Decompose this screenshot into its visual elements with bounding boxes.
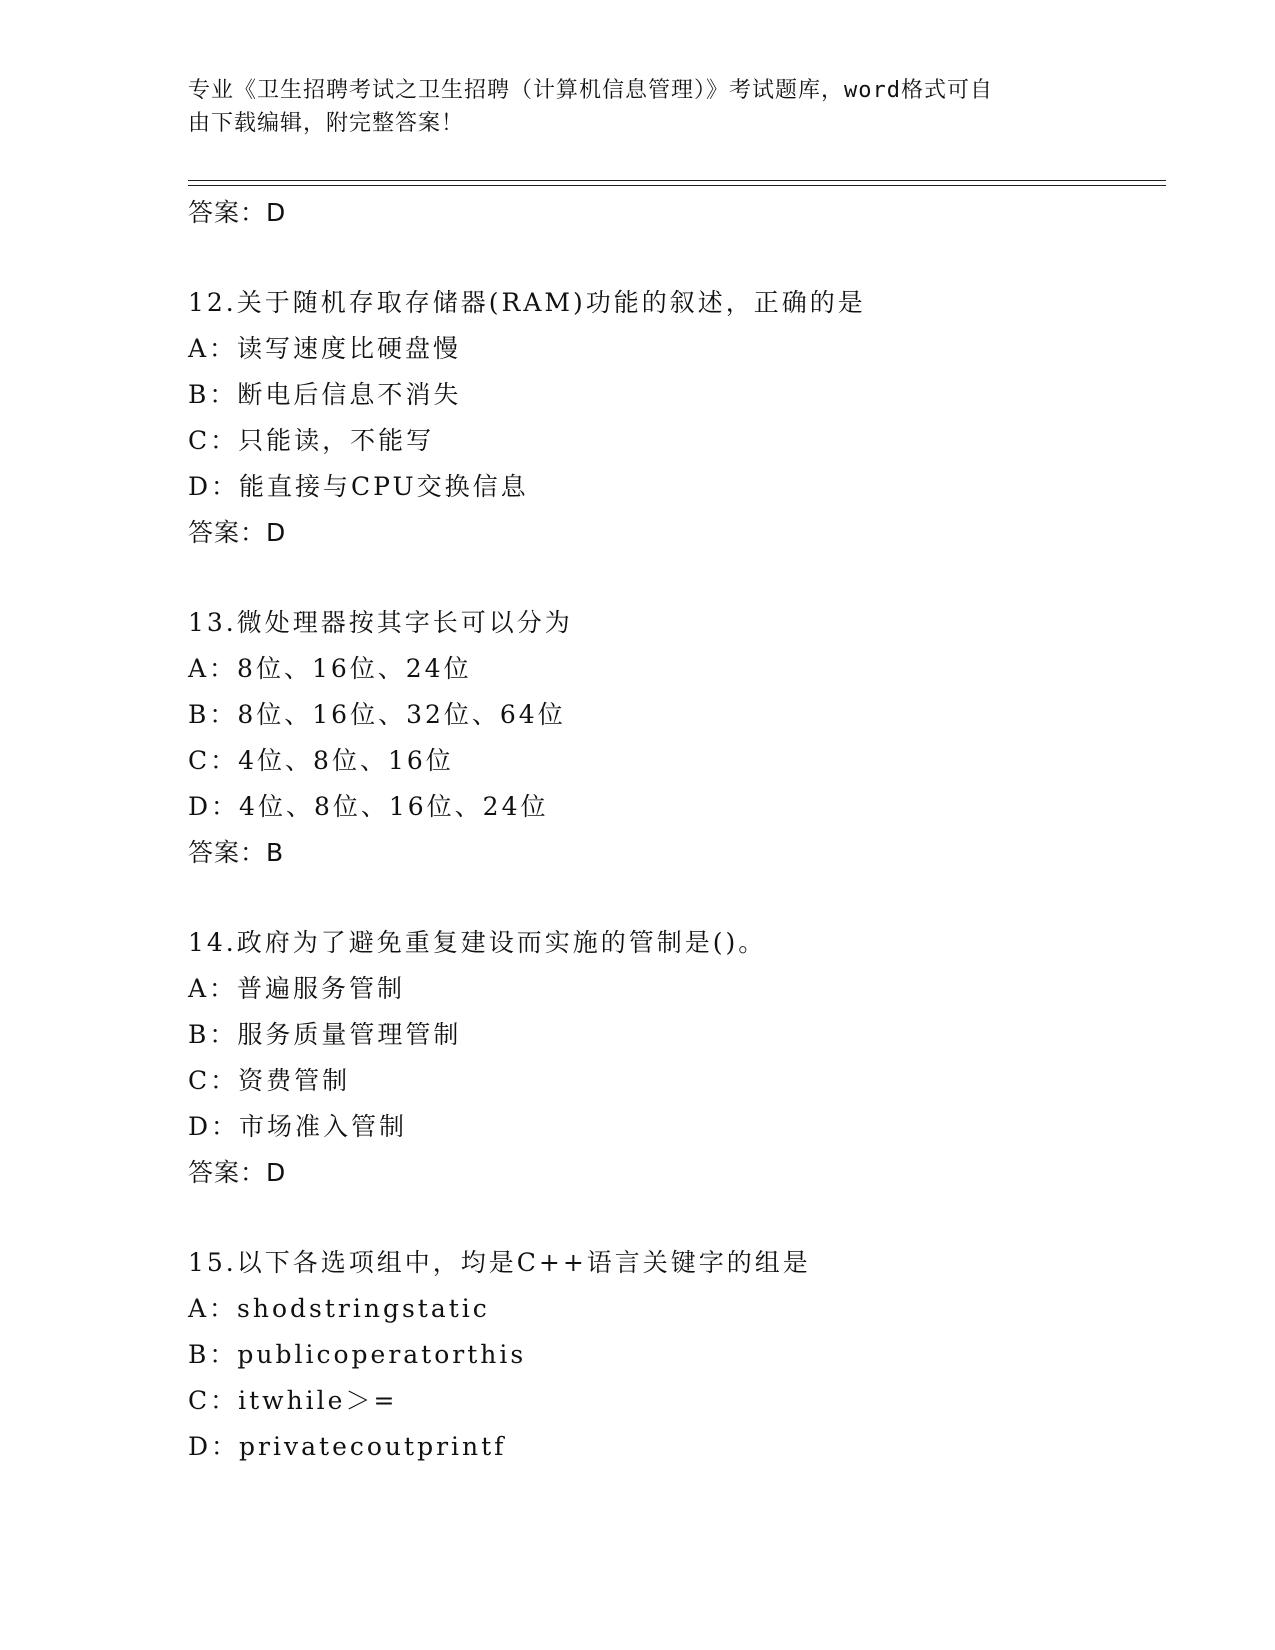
option-d: D：市场准入管制 — [188, 1112, 408, 1141]
option-c: C：资费管制 — [188, 1066, 351, 1095]
option-b: B：断电后信息不消失 — [188, 380, 462, 409]
question-list — [188, 190, 1166, 1470]
question-stem: 14.政府为了避免重复建设而实施的管制是()。 — [188, 928, 767, 957]
question-stem: 12.关于随机存取存储器(RAM)功能的叙述，正确的是 — [188, 288, 866, 317]
header-divider-top — [188, 180, 1166, 181]
question-stem: 15.以下各选项组中，均是C++语言关键字的组是 — [188, 1248, 811, 1277]
option-d: D：privatecoutprintf — [188, 1432, 507, 1461]
option-d: D：4位、8位、16位、24位 — [188, 792, 549, 821]
option-c: C：只能读，不能写 — [188, 426, 435, 455]
document-header — [188, 74, 1068, 140]
option-b: B：8位、16位、32位、64位 — [188, 700, 566, 729]
answer-line: 答案：B — [188, 838, 285, 867]
option-a: A：8位、16位、24位 — [188, 654, 472, 683]
option-b: B：publicoperatorthis — [188, 1340, 527, 1369]
option-a: A：读写速度比硬盘慢 — [188, 334, 462, 363]
answer-line: 答案：D — [188, 198, 287, 227]
header-line-1: 专业《卫生招聘考试之卫生招聘（计算机信息管理）》考试题库，word格式可自 — [188, 78, 993, 103]
answer-line: 答案：D — [188, 1158, 287, 1187]
header-line-2: 由下载编辑，附完整答案！ — [188, 111, 465, 136]
option-a: A：shodstringstatic — [188, 1294, 490, 1323]
option-a: A：普遍服务管制 — [188, 974, 406, 1003]
option-c: C：itwhile＞= — [188, 1386, 398, 1415]
header-divider-bottom — [188, 185, 1166, 186]
answer-line: 答案：D — [188, 518, 287, 547]
option-d: D：能直接与CPU交换信息 — [188, 472, 529, 501]
question-13 — [188, 600, 1166, 876]
question-12 — [188, 280, 1166, 556]
option-b: B：服务质量管理管制 — [188, 1020, 462, 1049]
question-14 — [188, 920, 1166, 1196]
option-c: C：4位、8位、16位 — [188, 746, 454, 775]
question-15 — [188, 1240, 1166, 1470]
question-stem: 13.微处理器按其字长可以分为 — [188, 608, 573, 637]
